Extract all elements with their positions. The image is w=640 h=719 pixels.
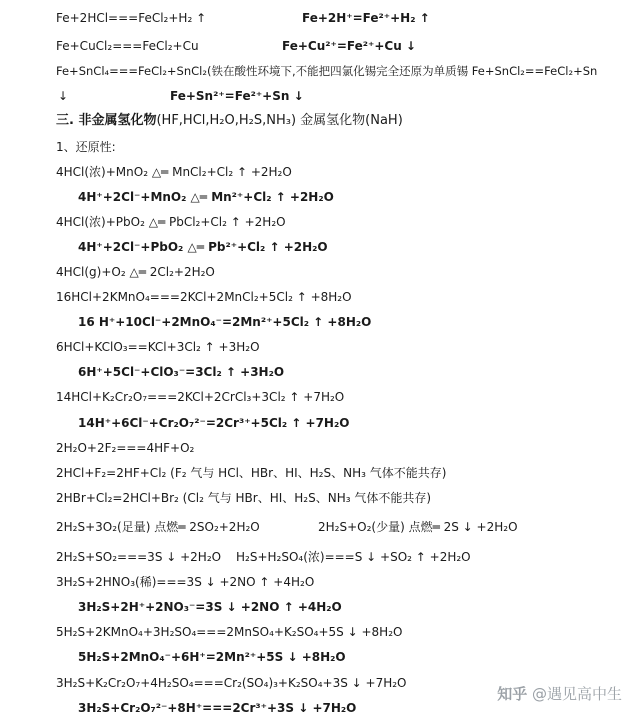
equation-line: 3H₂S+2HNO₃(稀)===3S ↓ +2NO ↑ +4H₂O — [56, 575, 315, 589]
ionic-equation: 4H⁺+2Cl⁻+MnO₂ △═ Mn²⁺+Cl₂ ↑ +2H₂O — [78, 190, 334, 204]
equation-line: 6HCl+KClO₃==KCl+3Cl₂ ↑ +3H₂O — [56, 340, 260, 354]
ionic-equation: 4H⁺+2Cl⁻+PbO₂ △═ Pb²⁺+Cl₂ ↑ +2H₂O — [78, 240, 328, 254]
equation-line: 3H₂S+K₂Cr₂O₇+4H₂SO₄===Cr₂(SO₄)₃+K₂SO₄+3S ↓ +7H₂O — [56, 676, 407, 690]
equation-line: 2H₂O+2F₂===4HF+O₂ — [56, 441, 195, 455]
ionic-equation: 6H⁺+5Cl⁻+ClO₃⁻=3Cl₂ ↑ +3H₂O — [78, 365, 285, 379]
equation-line: H₂S+H₂SO₄(浓)===S ↓ +SO₂ ↑ +2H₂O — [236, 550, 471, 564]
ionic-equation: Fe+Sn²⁺=Fe²⁺+Sn ↓ — [170, 89, 304, 103]
ionic-equation: 3H₂S+Cr₂O₇²⁻+8H⁺===2Cr³⁺+3S ↓ +7H₂O — [78, 701, 357, 715]
ionic-equation: 14H⁺+6Cl⁻+Cr₂O₇²⁻=2Cr³⁺+5Cl₂ ↑ +7H₂O — [78, 416, 350, 430]
equation-line: 14HCl+K₂Cr₂O₇===2KCl+2CrCl₃+3Cl₂ ↑ +7H₂O — [56, 390, 345, 404]
ionic-equation: Fe+2H⁺=Fe²⁺+H₂ ↑ — [302, 11, 430, 25]
ionic-equation: Fe+Cu²⁺=Fe²⁺+Cu ↓ — [282, 39, 416, 53]
down-arrow-glyph: ↓ — [58, 89, 69, 103]
section-note: (HF,HCl,H₂O,H₂S,NH₃) 金属氢化物(NaH) — [156, 113, 403, 128]
watermark-site: 知乎 — [497, 685, 528, 703]
ionic-equation: 5H₂S+2MnO₄⁻+6H⁺=2Mn²⁺+5S ↓ +8H₂O — [78, 650, 346, 664]
equation-line: 4HCl(g)+O₂ △═ 2Cl₂+2H₂O — [56, 265, 215, 279]
ionic-equation: 3H₂S+2H⁺+2NO₃⁻=3S ↓ +2NO ↑ +4H₂O — [78, 600, 342, 614]
watermark-author: @遇见高中生 — [531, 685, 622, 703]
ionic-equation: 16 H⁺+10Cl⁻+2MnO₄⁻=2Mn²⁺+5Cl₂ ↑ +8H₂O — [78, 315, 372, 329]
watermark — [497, 683, 622, 704]
equation-line: 4HCl(浓)+MnO₂ △═ MnCl₂+Cl₂ ↑ +2H₂O — [56, 165, 292, 179]
section-heading — [56, 113, 403, 129]
equation-line: 16HCl+2KMnO₄===2KCl+2MnCl₂+5Cl₂ ↑ +8H₂O — [56, 290, 352, 304]
equation-line: 2HBr+Cl₂=2HCl+Br₂ (Cl₂ 气与 HBr、HI、H₂S、NH₃ 气体不能共存) — [56, 491, 432, 505]
equation-line: 2HCl+F₂=2HF+Cl₂ (F₂ 气与 HCl、HBr、HI、H₂S、NH₃ 气体不能共存) — [56, 466, 447, 480]
equation-line: Fe+2HCl===FeCl₂+H₂ ↑ — [56, 11, 207, 25]
section-title: 三. 非金属氢化物 — [56, 113, 157, 128]
subsection-heading: 1、还原性: — [56, 140, 116, 154]
equation-line: 5H₂S+2KMnO₄+3H₂SO₄===2MnSO₄+K₂SO₄+5S ↓ +8H₂O — [56, 625, 403, 639]
equation-line: Fe+CuCl₂===FeCl₂+Cu — [56, 39, 199, 53]
equation-line: 2H₂S+SO₂===3S ↓ +2H₂O — [56, 550, 222, 564]
equation-line: 4HCl(浓)+PbO₂ △═ PbCl₂+Cl₂ ↑ +2H₂O — [56, 215, 286, 229]
equation-line: 2H₂S+3O₂(足量) 点燃═ 2SO₂+2H₂O — [56, 520, 260, 534]
equation-line: 2H₂S+O₂(少量) 点燃═ 2S ↓ +2H₂O — [318, 520, 518, 534]
equation-line: Fe+SnCl₄===FeCl₂+SnCl₂(铁在酸性环境下,不能把四氯化锡完全还原为单质锡 Fe+SnCl₂==FeCl₂+Sn — [56, 64, 598, 78]
